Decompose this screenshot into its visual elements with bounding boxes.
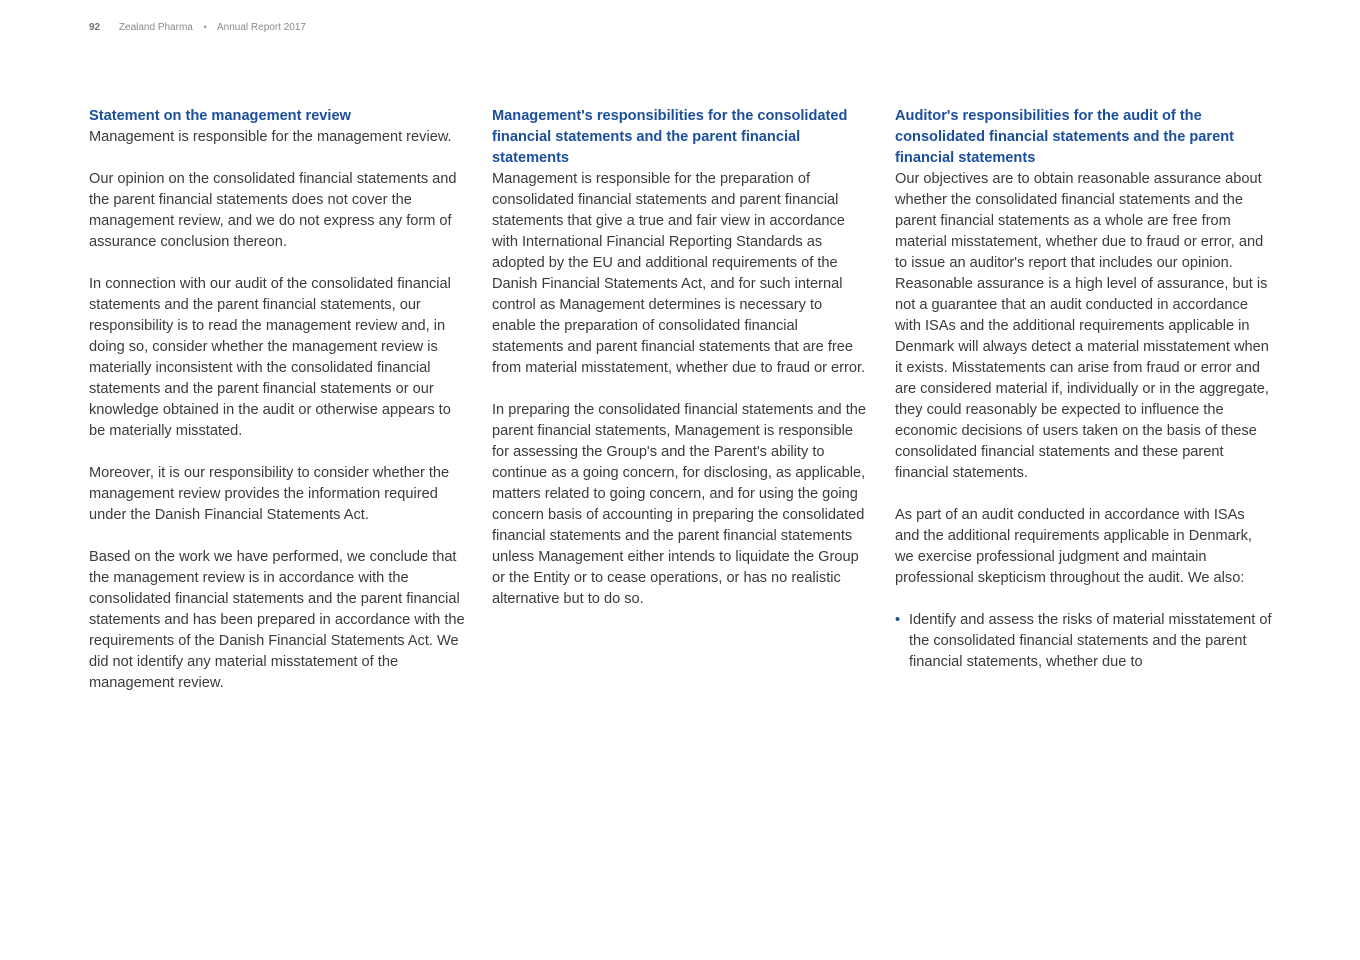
- list-item: [895, 610, 1273, 673]
- page-header: [89, 22, 306, 33]
- section-heading: Management's responsibilities for the consolidated financial statements and the parent financial statements: [492, 108, 848, 166]
- paragraph: In connection with our audit of the consolidated financial statements and the parent financial statements, our responsibility is to read the management review and, in doing so, consider whether the management review is materially inconsistent with the consolidated financial statements and the parent financial statements or our knowledge obtained in the audit or otherwise appears to be materially misstated.: [89, 276, 451, 439]
- column-auditor-responsibilities: [895, 106, 1273, 673]
- company-name: Zealand Pharma: [118, 22, 193, 33]
- report-title: Annual Report 2017: [217, 22, 306, 33]
- list-item-text: Identify and assess the risks of material misstatement of the consolidated financial statements and the parent financial statements, whether due to: [909, 612, 1272, 670]
- column-management-responsibilities: [492, 106, 870, 631]
- paragraph: Moreover, it is our responsibility to consider whether the management review provides the information required under the Danish Financial Statements Act.: [89, 465, 450, 523]
- header-separator: •: [203, 22, 207, 32]
- bullet-icon: •: [895, 612, 901, 628]
- paragraph: Management is responsible for the management review.: [89, 129, 452, 145]
- paragraph: Our objectives are to obtain reasonable assurance about whether the consolidated financial statements and the parent financial statements as a whole are free from material misstatement, whether due to fraud or error, and to issue an auditor's report that includes our opinion. Reasonable assurance is a high level of assurance, but is not a guarantee that an audit conducted in accordance with ISAs and the additional requirements applicable in Denmark will always detect a material misstatement when it exists. Misstatements can arise from fraud or error and are considered material if, individually or in the aggregate, they could reasonably be expected to influence the economic decisions of users taken on the basis of these consolidated financial statements and these parent financial statements.: [895, 171, 1269, 481]
- paragraph: Our opinion on the consolidated financial statements and the parent financial statements does not cover the management review, and we do not express any form of assurance conclusion thereon.: [89, 171, 457, 250]
- paragraph: Management is responsible for the preparation of consolidated financial statements and parent financial statements that give a true and fair view in accordance with International Financial Reporting Standards as adopted by the EU and additional requirements of the Danish Financial Statements Act, and for such internal control as Management determines is necessary to enable the preparation of consolidated financial statements and parent financial statements that are free from material misstatement, whether due to fraud or error.: [492, 171, 866, 376]
- paragraph: As part of an audit conducted in accordance with ISAs and the additional requirements applicable in Denmark, we exercise professional judgment and maintain professional skepticism throughout the audit. We also:: [895, 507, 1252, 586]
- section-heading: Statement on the management review: [89, 108, 351, 124]
- section-heading: Auditor's responsibilities for the audit of the consolidated financial statements and the parent financial statements: [895, 108, 1234, 166]
- paragraph: In preparing the consolidated financial statements and the parent financial statements, Management is responsible for assessing the Group's and the Parent's ability to continue as a going concern, for disclosing, as applicable, matters related to going concern, and for using the going concern basis of accounting in preparing the consolidated financial statements and the parent financial statements unless Management either intends to liquidate the Group or the Entity or to cease operations, or has no realistic alternative but to do so.: [492, 402, 867, 607]
- bullet-list: [895, 610, 1273, 673]
- paragraph: Based on the work we have performed, we conclude that the management review is in accordance with the consolidated financial statements and the parent financial statements and has been prepared in accordance with the requirements of the Danish Financial Statements Act. We did not identify any material misstatement of the management review.: [89, 549, 465, 691]
- column-management-review: [89, 106, 467, 715]
- page-number: 92: [89, 22, 101, 33]
